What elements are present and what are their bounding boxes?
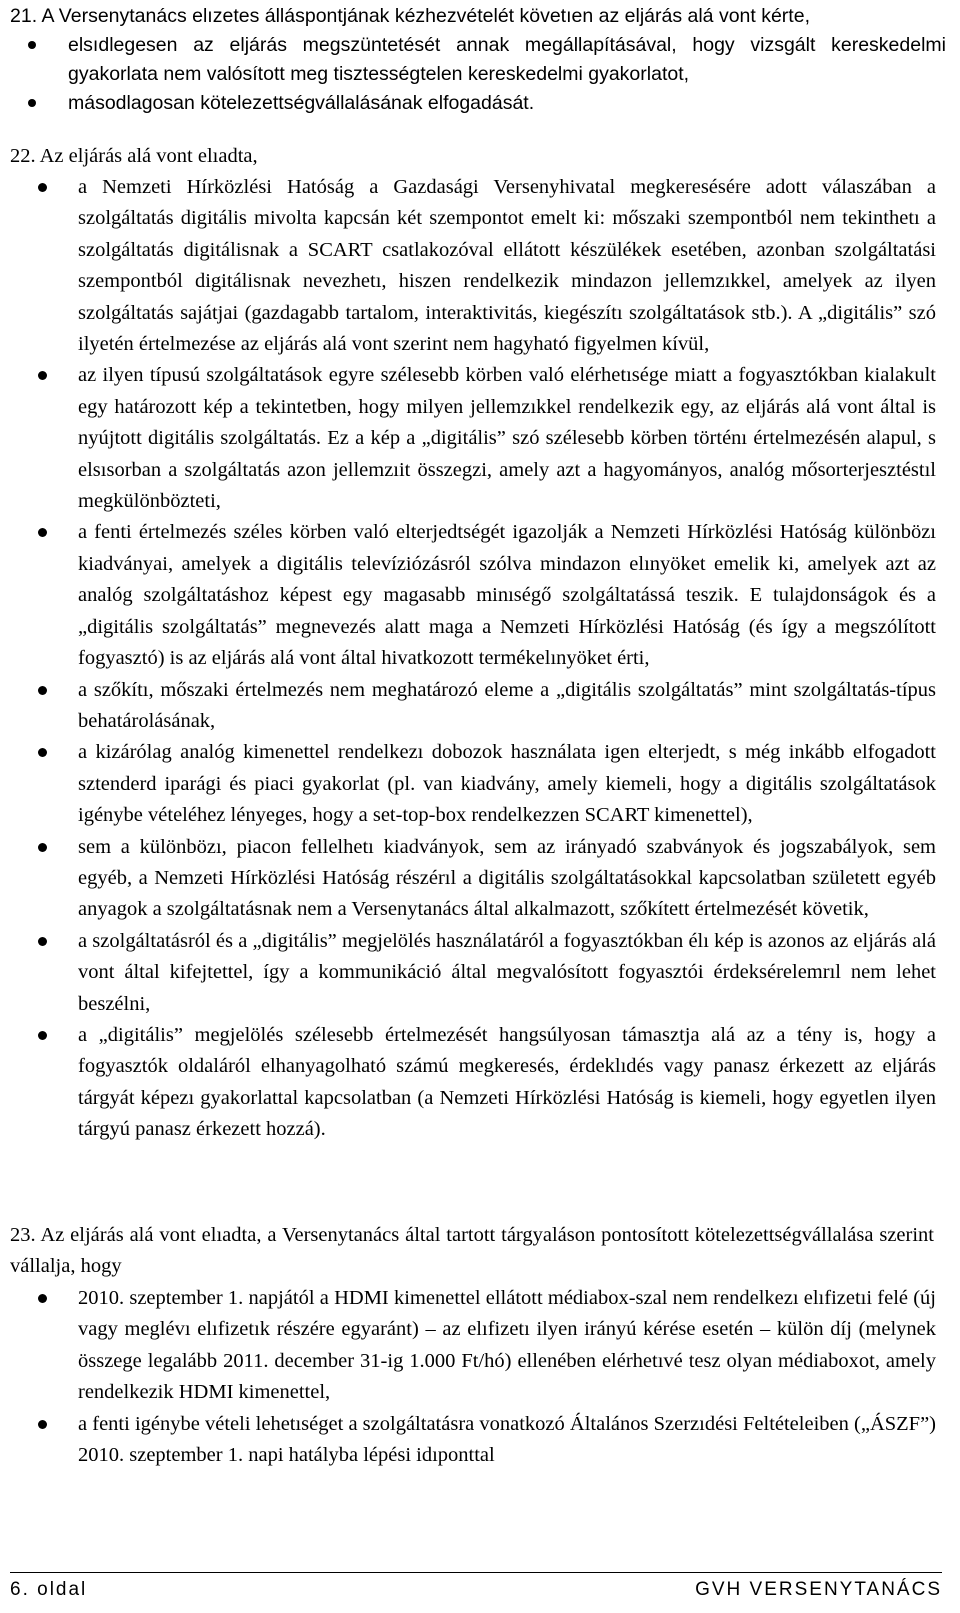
- bullet-icon: [28, 41, 36, 49]
- list-item: a szolgáltatásról és a „digitális” megjelölés használatáról a fogyasztókban élı kép is azonos az eljárás alá vont által kifejtettel, így a kommunikáció által megvalósított fogyasztói érdeksérelemrıl nem lehet beszélni,: [0, 926, 960, 1020]
- list-item: a fenti igénybe vételi lehetıséget a szolgáltatásra vonatkozó Általános Szerzıdési Feltételeiben („ÁSZF”) 2010. szeptember 1. napi hatályba lépési idıponttal: [0, 1409, 960, 1472]
- list-item: az ilyen típusú szolgáltatások egyre szélesebb körben való elérhetısége miatt a fogyasztókban kialakult egy határozott kép a tekintetben, hogy milyen jellemzıkkel rendelkezik egy, az eljárás alá vont által is nyújtott digitális szolgáltatás. Ez a kép a „digitális” szó szélesebb körben történı értelmezésén alapul, s elsısorban a szolgáltatás azon jellemzıit összegzi, amely azt a hagyományos, analóg mősorterjesztéstıl megkülönbözteti,: [0, 360, 960, 517]
- bullet-icon: [28, 99, 36, 107]
- paragraph-23-intro: 23. Az eljárás alá vont elıadta, a Versenytanács által tartott tárgyaláson pontosított kötelezettségvállalása szerint vállalja, hogy: [10, 1224, 934, 1277]
- bullet-icon: [38, 686, 47, 695]
- list-item: a Nemzeti Hírközlési Hatóság a Gazdasági Versenyhivatal megkeresésére adott válaszában a szolgáltatás digitális mivolta kapcsán két szempontot emelt ki: mőszaki szempontból nem tekinthetı a szolgáltatás digitálisnak a SCART csatlakozóval ellátott készülékek esetében, azonban szolgáltatási szempontból digitálisnak nevezhetı, hiszen rendelkezik mindazon jellemzıkkel, amelyek az ilyen szolgáltatás sajátjai (gazdagabb tartalom, interaktivitás, kiegészítı szolgáltatások stb.). A „digitális” szó ilyetén értelmezése az eljárás alá vont szerint nem hagyható figyelmen kívül,: [0, 172, 960, 360]
- bullet-icon: [38, 1420, 47, 1429]
- page-number: 6. oldal: [10, 1579, 88, 1600]
- list-item: a fenti értelmezés széles körben való elterjedtségét igazolják a Nemzeti Hírközlési Hatóság különbözı kiadványai, amelyek a digitális televíziózásról szólva mindazon elınyöket emelik ki, amelyek azt az analóg szolgáltatáshoz képest egy magasabb minıségő szolgáltatássá teszik. E tulajdonságok és a „digitális szolgáltatás” megnevezés alatt maga a Nemzeti Hírközlési Hatóság (és így a megszólított fogyasztó) is az eljárás alá vont által hivatkozott termékelınyöket érti,: [0, 517, 960, 674]
- paragraph-23-list: [0, 1283, 960, 1471]
- bullet-icon: [38, 371, 47, 380]
- bullet-icon: [38, 748, 47, 757]
- paragraph-21-intro: 21. A Versenytanács elızetes álláspontjának kézhezvételét követıen az eljárás alá vont kérte,: [10, 5, 810, 27]
- list-item: elsıdlegesen az eljárás megszüntetését annak megállapításával, hogy vizsgált kereskedelmi gyakorlata nem valósított meg tisztességtelen kereskedelmi gyakorlatot,: [0, 31, 960, 89]
- bullet-icon: [38, 1031, 47, 1040]
- list-item: a kizárólag analóg kimenettel rendelkezı dobozok használata igen elterjedt, s még inkább elfogadott sztenderd iparági és piaci gyakorlat (pl. van kiadvány, amely kiemeli, hogy a digitális szolgáltatások igénybe vételéhez lényeges, hogy a set-top-box rendelkezzen SCART kimenettel),: [0, 737, 960, 831]
- paragraph-22-list: [0, 172, 960, 1146]
- bullet-icon: [38, 528, 47, 537]
- list-item: 2010. szeptember 1. napjától a HDMI kimenettel ellátott médiabox-szal nem rendelkezı elıfizetıi felé (új vagy meglévı elıfizetık részére egyaránt) – az elıfizetı ilyen irányú kérése esetén – külön díj (melynek összege legalább 2011. december 31-ig 1.000 Ft/hó) ellenében elérhetıvé tesz olyan médiaboxot, amely rendelkezik HDMI kimenettel,: [0, 1283, 960, 1409]
- paragraph-21-list: [0, 31, 960, 118]
- bullet-icon: [38, 183, 47, 192]
- list-item: sem a különbözı, piacon fellelhetı kiadványok, sem az irányadó szabványok és jogszabályok, sem egyéb, a Nemzeti Hírközlési Hatóság részérıl a digitális szolgáltatásokkal kapcsolatban született egyéb anyagok a szolgáltatásnak nem a Versenytanács által alkalmazott, szőkített értelmezését követik,: [0, 832, 960, 926]
- list-item: másodlagosan kötelezettségvállalásának elfogadását.: [0, 89, 960, 118]
- page-footer: [10, 1572, 942, 1603]
- bullet-icon: [38, 937, 47, 946]
- organization-name: GVH VERSENYTANÁCS: [695, 1579, 942, 1600]
- list-item: a „digitális” megjelölés szélesebb értelmezését hangsúlyosan támasztja alá az a tény is, hogy a fogyasztók oldaláról elhanyagolható számú megkeresés, érdeklıdés vagy panasz érkezett az eljárás tárgyát képezı gyakorlattal kapcsolatban (a Nemzeti Hírközlési Hatóság is kiemeli, hogy egyetlen ilyen tárgyú panasz érkezett hozzá).: [0, 1020, 960, 1146]
- list-item: a szőkítı, mőszaki értelmezés nem meghatározó eleme a „digitális szolgáltatás” mint szolgáltatás-típus behatárolásának,: [0, 675, 960, 738]
- paragraph-22-intro: 22. Az eljárás alá vont elıadta,: [10, 145, 258, 167]
- bullet-icon: [38, 843, 47, 852]
- bullet-icon: [38, 1294, 47, 1303]
- paragraph-21: [10, 2, 944, 118]
